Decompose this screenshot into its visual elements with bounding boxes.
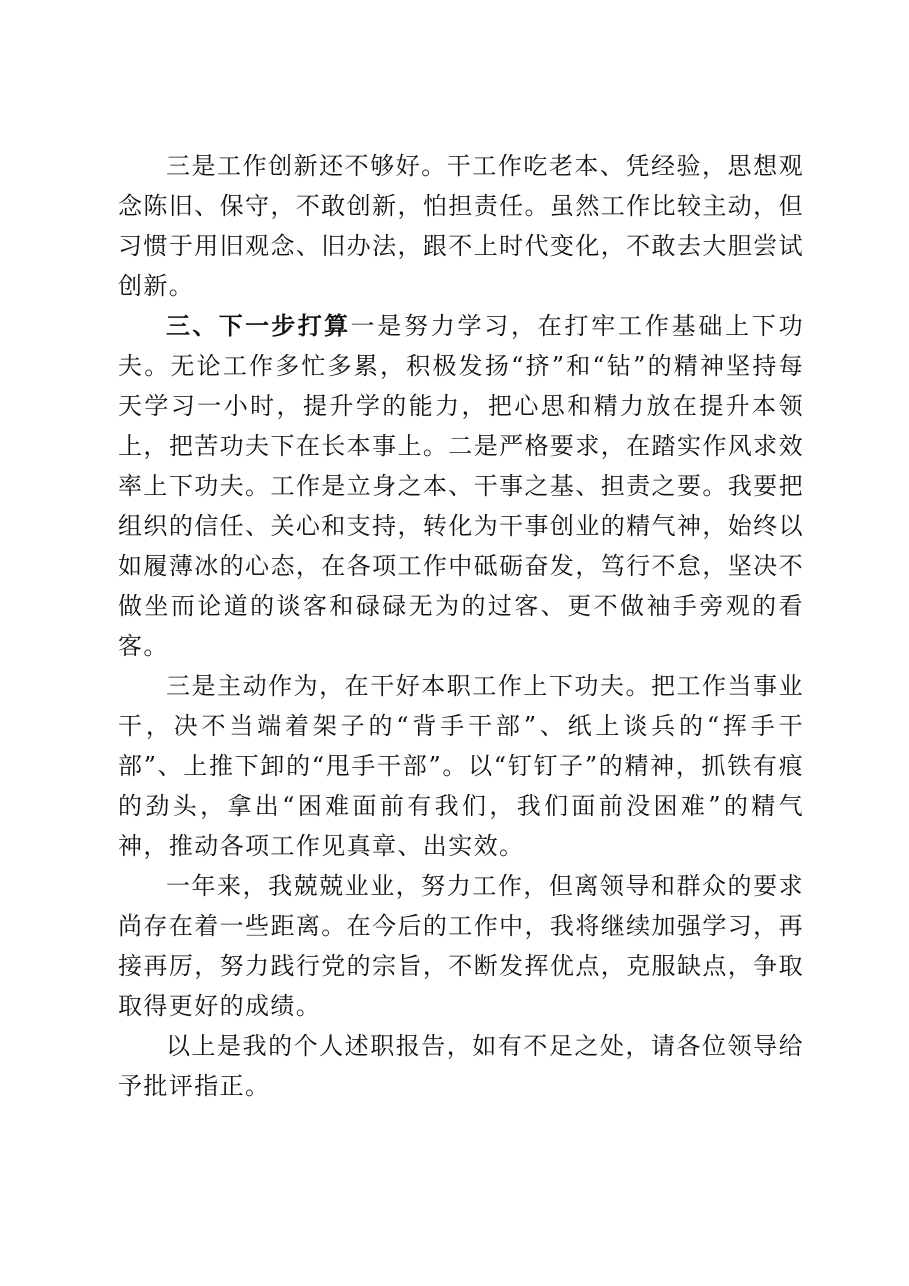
paragraph-proactive-action: 三是主动作为，在干好本职工作上下功夫。把工作当事业干，决不当端着架子的“背手干部”、纸上谈兵的“挥手干部”、上推下卸的“甩手干部”。以“钉钉子”的精神，抓铁有痕的劲头，拿出“困难面前有我们，我们面前没困难”的精气神，推动各项工作见真章、出实效。 — [118, 672, 804, 860]
section-heading-next-steps: 三、下一步打算 — [166, 312, 351, 340]
next-steps-body: 一是努力学习，在打牢工作基础上下功夫。无论工作多忙多累，积极发扬“挤”和“钻”的精神坚持每天学习一小时，提升学的能力，把心思和精力放在提升本领上，把苦功夫下在长本事上。二是严格要求，在踏实作风求效率上下功夫。工作是立身之本、干事之基、担责之要。我要把组织的信任、关心和支持，转化为干事创业的精气神，始终以如履薄冰的心态，在各项工作中砥砺奋发，笃行不怠，坚决不做坐而论道的谈客和碌碌无为的过客、更不做袖手旁观的看客。 — [118, 312, 804, 660]
document-body — [118, 146, 804, 1106]
paragraph-next-steps — [118, 306, 804, 666]
paragraph-year-summary: 一年来，我兢兢业业，努力工作，但离领导和群众的要求尚存在着一些距离。在今后的工作中，我将继续加强学习，再接再厉，努力践行党的宗旨，不断发挥优点，克服缺点，争取取得更好的成绩。 — [118, 872, 804, 1020]
paragraph-innovation-shortfall: 三是工作创新还不够好。干工作吃老本、凭经验，思想观念陈旧、保守，不敢创新，怕担责任。虽然工作比较主动，但习惯于用旧观念、旧办法，跟不上时代变化，不敢去大胆尝试创新。 — [118, 152, 804, 300]
paragraph-closing: 以上是我的个人述职报告，如有不足之处，请各位领导给予批评指正。 — [118, 1032, 804, 1100]
